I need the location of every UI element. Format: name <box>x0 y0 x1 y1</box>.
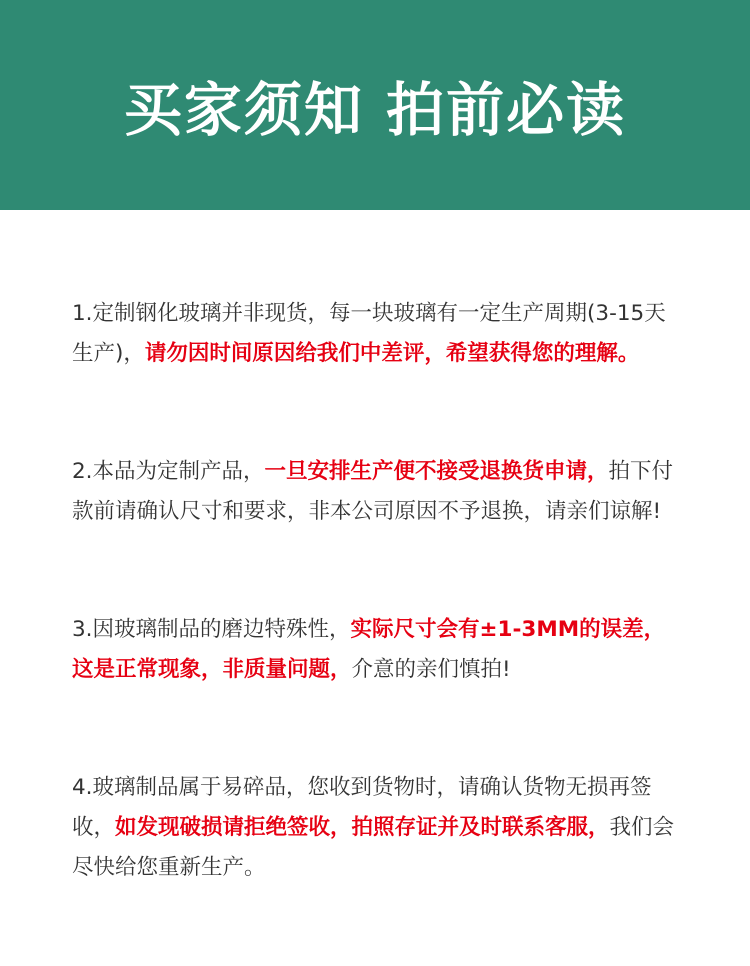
notice-text-after: 介意的亲们慎拍! <box>351 656 511 682</box>
notice-item-1 <box>72 294 682 374</box>
notice-text: 2.本品为定制产品， <box>72 458 265 484</box>
notice-highlight: 请勿因时间原因给我们中差评，希望获得您的理解。 <box>144 340 640 366</box>
page-title: 买家须知 拍前必读 <box>123 76 627 144</box>
header-banner <box>0 0 750 210</box>
notice-highlight: 如发现破损请拒绝签收，拍照存证并及时联系客服， <box>115 814 610 840</box>
notice-highlight: 实际尺寸会有±1-3MM的误差，这是正常现象，非质量问题， <box>72 616 666 682</box>
notice-text: 4.玻璃制品属于易碎品，您收到货物时，请确认货物无损再签收， <box>72 774 652 840</box>
notice-item-2 <box>72 452 682 532</box>
notice-item-4 <box>72 768 682 888</box>
notice-list <box>72 272 682 966</box>
notice-text: 1.定制钢化玻璃并非现货，每一块玻璃有一定生产周期(3-15天生产)， <box>72 300 666 366</box>
notice-item-3 <box>72 610 682 690</box>
notice-text-after: 我们会尽快给您重新生产。 <box>72 814 675 880</box>
notice-text-after: 拍下付款前请确认尺寸和要求，非本公司原因不予退换，请亲们谅解! <box>72 458 674 524</box>
notice-text: 3.因玻璃制品的磨边特殊性， <box>72 616 351 642</box>
notice-highlight: 一旦安排生产便不接受退换货申请， <box>264 458 609 484</box>
